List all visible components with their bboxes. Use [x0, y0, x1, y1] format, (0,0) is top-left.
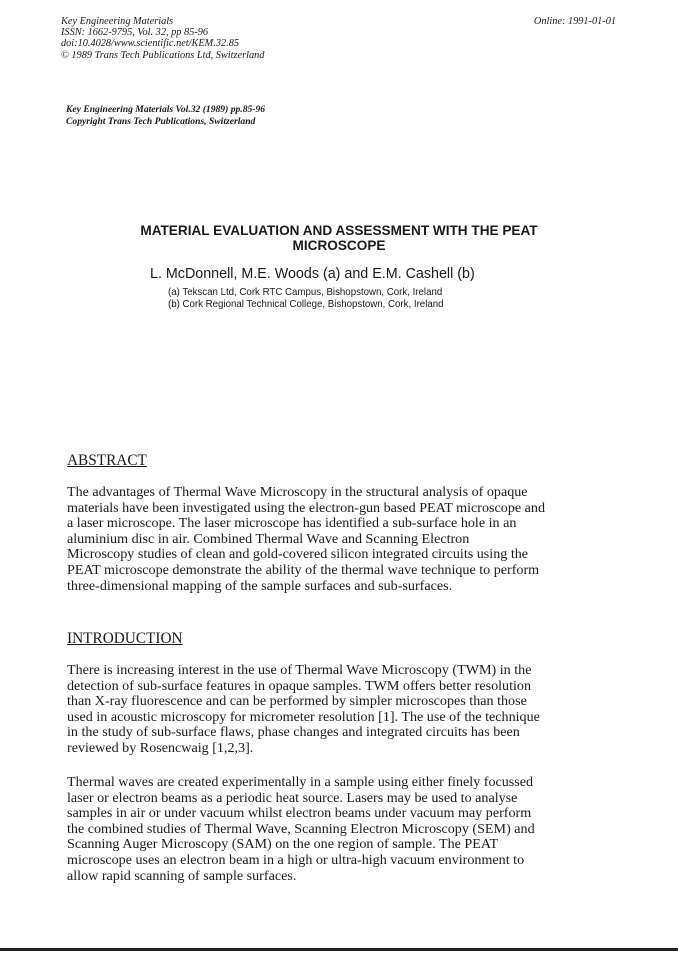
- journal-copyright: Copyright Trans Tech Publications, Switzerland: [66, 116, 256, 127]
- text-line: Scanning Auger Microscopy (SAM) on the one region of sample. The PEAT: [67, 836, 499, 853]
- meta-journal: Key Engineering Materials: [61, 16, 174, 27]
- text-line: the combined studies of Thermal Wave, Scanning Electron Microscopy (SEM) and: [67, 820, 535, 837]
- affiliation-b: (b) Cork Regional Technical College, Bishopstown, Cork, Ireland: [168, 299, 444, 310]
- introduction-heading: INTRODUCTION: [67, 630, 183, 647]
- text-line: microscope uses an electron beam in a high or ultra-high vacuum environment to: [67, 851, 525, 868]
- authors: L. McDonnell, M.E. Woods (a) and E.M. Cashell (b): [150, 266, 475, 282]
- affiliations: [168, 287, 444, 311]
- title-line: MATERIAL EVALUATION AND ASSESSMENT WITH THE PEAT: [140, 223, 538, 238]
- journal-header: [66, 104, 265, 128]
- paper-title: [62, 223, 616, 253]
- text-line: There is increasing interest in the use of Thermal Wave Microscopy (TWM) in the: [67, 662, 532, 678]
- affiliation-a: (a) Tekscan Ltd, Cork RTC Campus, Bishopstown, Cork, Ireland: [168, 287, 443, 298]
- text-line: a laser microscope. The laser microscope has identified a sub-surface hole in an: [67, 515, 517, 532]
- text-line: Microscopy studies of clean and gold-covered silicon integrated circuits using the: [67, 546, 529, 563]
- text-line: in the study of sub-surface flaws, phase changes and integrated circuits has been: [67, 724, 520, 741]
- text-line: used in acoustic microscopy for micrometer resolution [1]. The use of the technique: [67, 708, 540, 725]
- text-line: than X-ray fluorescence and can be performed by simpler microscopes than those: [67, 693, 527, 710]
- text-line: reviewed by Rosencwaig [1,2,3].: [67, 739, 254, 756]
- text-line: detection of sub-surface features in opaque samples. TWM offers better resolution: [67, 677, 532, 694]
- title-line: MICROSCOPE: [292, 238, 386, 253]
- text-line: three-dimensional mapping of the sample surfaces and sub-surfaces.: [67, 577, 453, 594]
- journal-citation: Key Engineering Materials Vol.32 (1989) pp.85-96: [66, 104, 266, 115]
- footer-rule: [0, 948, 678, 951]
- text-line: samples in air or under vacuum whilst electron beams under vacuum may perform: [67, 805, 532, 822]
- meta-copyright: © 1989 Trans Tech Publications Ltd, Switzerland: [61, 49, 265, 61]
- text-line: Thermal waves are created experimentally in a sample using either finely focussed: [67, 774, 534, 790]
- abstract-body: [67, 485, 607, 594]
- text-line: The advantages of Thermal Wave Microscopy in the structural analysis of opaque: [67, 484, 528, 500]
- meta-issn: ISSN: 1662-9795, Vol. 32, pp 85-96: [61, 27, 209, 39]
- publication-meta: [61, 16, 264, 61]
- text-line: allow rapid scanning of sample surfaces.: [67, 867, 297, 884]
- online-date: Online: 1991-01-01: [533, 16, 616, 27]
- abstract-heading: ABSTRACT: [67, 452, 147, 469]
- text-line: PEAT microscope demonstrate the ability of the thermal wave technique to perform: [67, 561, 540, 578]
- introduction-paragraph-1: [67, 663, 607, 757]
- meta-doi[interactable]: doi:10.4028/www.scientific.net/KEM.32.85: [61, 38, 239, 50]
- text-line: materials have been investigated using the electron-gun based PEAT microscope and: [67, 499, 545, 516]
- text-line: aluminium disc in air. Combined Thermal Wave and Scanning Electron: [67, 530, 470, 547]
- text-line: laser or electron beams as a periodic heat source. Lasers may be used to analyse: [67, 789, 518, 806]
- introduction-paragraph-2: [67, 775, 607, 884]
